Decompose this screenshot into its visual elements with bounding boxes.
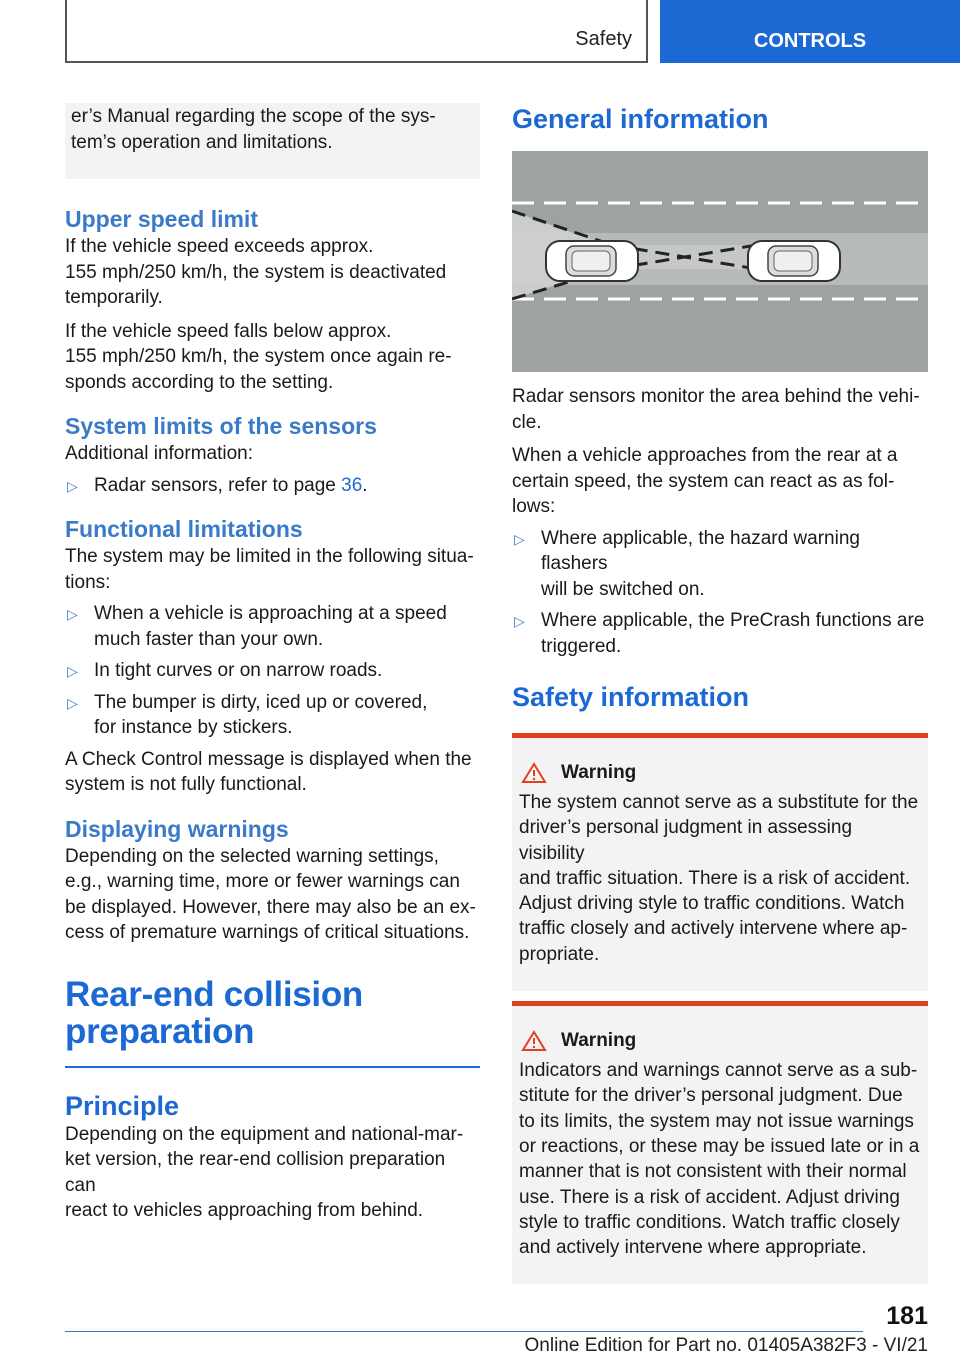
text-line: In tight curves or on narrow roads. (94, 660, 383, 681)
edition-text: Online Edition for Part no. 01405A382F3 - VI/21 (524, 1335, 928, 1356)
text-line: will be switched on. (541, 578, 705, 600)
warning-title: Warning (561, 762, 637, 783)
displaying-heading: Displaying warnings (65, 815, 289, 842)
sensors-heading: System limits of the sensors (65, 413, 377, 439)
radar-illustration (512, 151, 928, 372)
text-line: The bumper is dirty, iced up or covered, (94, 691, 428, 713)
text-line: 155 mph/250 km/h, the system is deactivated (65, 261, 447, 283)
page-reference-link[interactable]: 36 (341, 474, 363, 496)
radar-diagram-icon (512, 151, 928, 372)
text-line: If the vehicle speed exceeds approx. (65, 236, 374, 257)
upper-speed-section (65, 204, 480, 395)
text-line: traffic closely and actively intervene where ap- (519, 918, 908, 940)
upper-speed-heading: Upper speed limit (65, 206, 258, 232)
functional-heading: Functional limitations (65, 516, 303, 542)
text-line: The system cannot serve as a substitute for the (519, 792, 919, 813)
text-line: manner that is not consistent with their normal (519, 1161, 907, 1183)
warning-box (512, 1001, 928, 1284)
list-item (512, 526, 928, 603)
warning-triangle-icon (521, 1030, 547, 1052)
text-line: system is not fully functional. (65, 774, 307, 795)
warning-title: Warning (561, 1030, 637, 1052)
text-line: style to traffic conditions. Watch traffic closely (519, 1211, 900, 1233)
text-line: react to vehicles approaching from behind. (65, 1200, 424, 1221)
right-column (512, 103, 928, 1294)
warning-triangle-icon (521, 762, 547, 784)
text-line: 155 mph/250 km/h, the system once again re- (65, 346, 452, 367)
text-line: When a vehicle is approaching at a speed (94, 603, 447, 624)
text-line: Where applicable, the hazard warning flashers (541, 527, 860, 574)
triangle-right-icon: ▷ (67, 694, 78, 711)
chapter-divider (65, 1066, 480, 1068)
principle-section (65, 1090, 480, 1224)
list-item (512, 608, 928, 659)
header-frame (65, 0, 648, 63)
header-section: Safety (575, 28, 632, 50)
intro-box (65, 103, 480, 179)
chapter-title-line: Rear-end collision (65, 974, 363, 1014)
text-line: use. There is a risk of accident. Adjust driving (519, 1186, 900, 1208)
text-line: A Check Control message is displayed when the (65, 748, 472, 770)
text-line: stitute for the driver’s personal judgment. Due (519, 1085, 903, 1107)
text-line: or reactions, or these may be issued late or in a (519, 1135, 920, 1157)
displaying-section (65, 814, 480, 946)
text-line: Where applicable, the PreCrash functions are (541, 610, 925, 631)
sensors-text: Additional information: (65, 443, 253, 464)
general-text (512, 384, 928, 659)
text-line: sponds according to the setting. (65, 371, 334, 393)
triangle-right-icon: ▷ (67, 606, 78, 622)
text-line: Adjust driving style to traffic conditions. Watch (519, 893, 905, 915)
principle-heading: Principle (65, 1090, 180, 1121)
text-line: The system may be limited in the following situa- (65, 546, 474, 567)
text-line: When a vehicle approaches from the rear at a (512, 445, 898, 466)
page-number: 181 (886, 1302, 928, 1330)
triangle-right-icon: ▷ (67, 477, 78, 494)
text-line: cle. (512, 411, 542, 433)
text-line: for instance by stickers. (94, 717, 293, 738)
chapter-title (65, 976, 480, 1050)
text-line: and actively intervene where appropriate. (519, 1237, 867, 1259)
sensors-section (65, 411, 480, 498)
warning-box (512, 733, 928, 991)
text-line: lows: (512, 496, 556, 517)
text-line: temporarily. (65, 287, 163, 308)
list-item (65, 658, 480, 684)
triangle-right-icon: ▷ (67, 663, 78, 679)
general-heading: General information (512, 104, 769, 134)
text-line: triggered. (541, 635, 622, 657)
triangle-right-icon: ▷ (514, 613, 525, 629)
text-line: tions: (65, 571, 111, 593)
car-icon (546, 241, 638, 281)
text-line: Indicators and warnings cannot serve as a sub- (519, 1060, 918, 1082)
list-item (65, 690, 480, 741)
text-line: much faster than your own. (94, 628, 324, 650)
text-line: e.g., warning time, more or fewer warnings can (65, 871, 460, 892)
text-line: cess of premature warnings of critical situations. (65, 922, 470, 943)
text-line: be displayed. However, there may also be an ex- (65, 896, 476, 918)
text-line: propriate. (519, 943, 600, 965)
intro-line: tem’s operation and limitations. (71, 131, 333, 153)
text-line: to its limits, the system may not issue warnings (519, 1110, 914, 1132)
footer-divider (65, 1331, 863, 1332)
intro-line: er’s Manual regarding the scope of the sys- (71, 106, 436, 127)
car-icon (748, 241, 840, 281)
list-item (65, 473, 480, 499)
safety-heading: Safety information (512, 682, 750, 712)
functional-section (65, 514, 480, 798)
text-line: certain speed, the system can react as as fol- (512, 470, 895, 492)
text-line: If the vehicle speed falls below approx. (65, 320, 392, 342)
text-line: Radar sensors monitor the area behind the vehi- (512, 386, 920, 407)
text-line: and traffic situation. There is a risk of accident. (519, 867, 911, 889)
text-line: Depending on the equipment and national-mar- (65, 1123, 464, 1145)
sensor-bullet-text: Radar sensors, refer to page (94, 474, 342, 496)
sensor-bullet-end: . (362, 474, 368, 496)
text-line: ket version, the rear-end collision preparation can (65, 1149, 446, 1196)
chapter-title-line: preparation (65, 1011, 255, 1051)
left-column (65, 103, 480, 1240)
header-tab: CONTROLS (660, 0, 960, 63)
text-line: driver’s personal judgment in assessing visibility (519, 817, 853, 864)
triangle-right-icon: ▷ (514, 530, 525, 547)
list-item (65, 601, 480, 652)
text-line: Depending on the selected warning settings, (65, 845, 439, 867)
